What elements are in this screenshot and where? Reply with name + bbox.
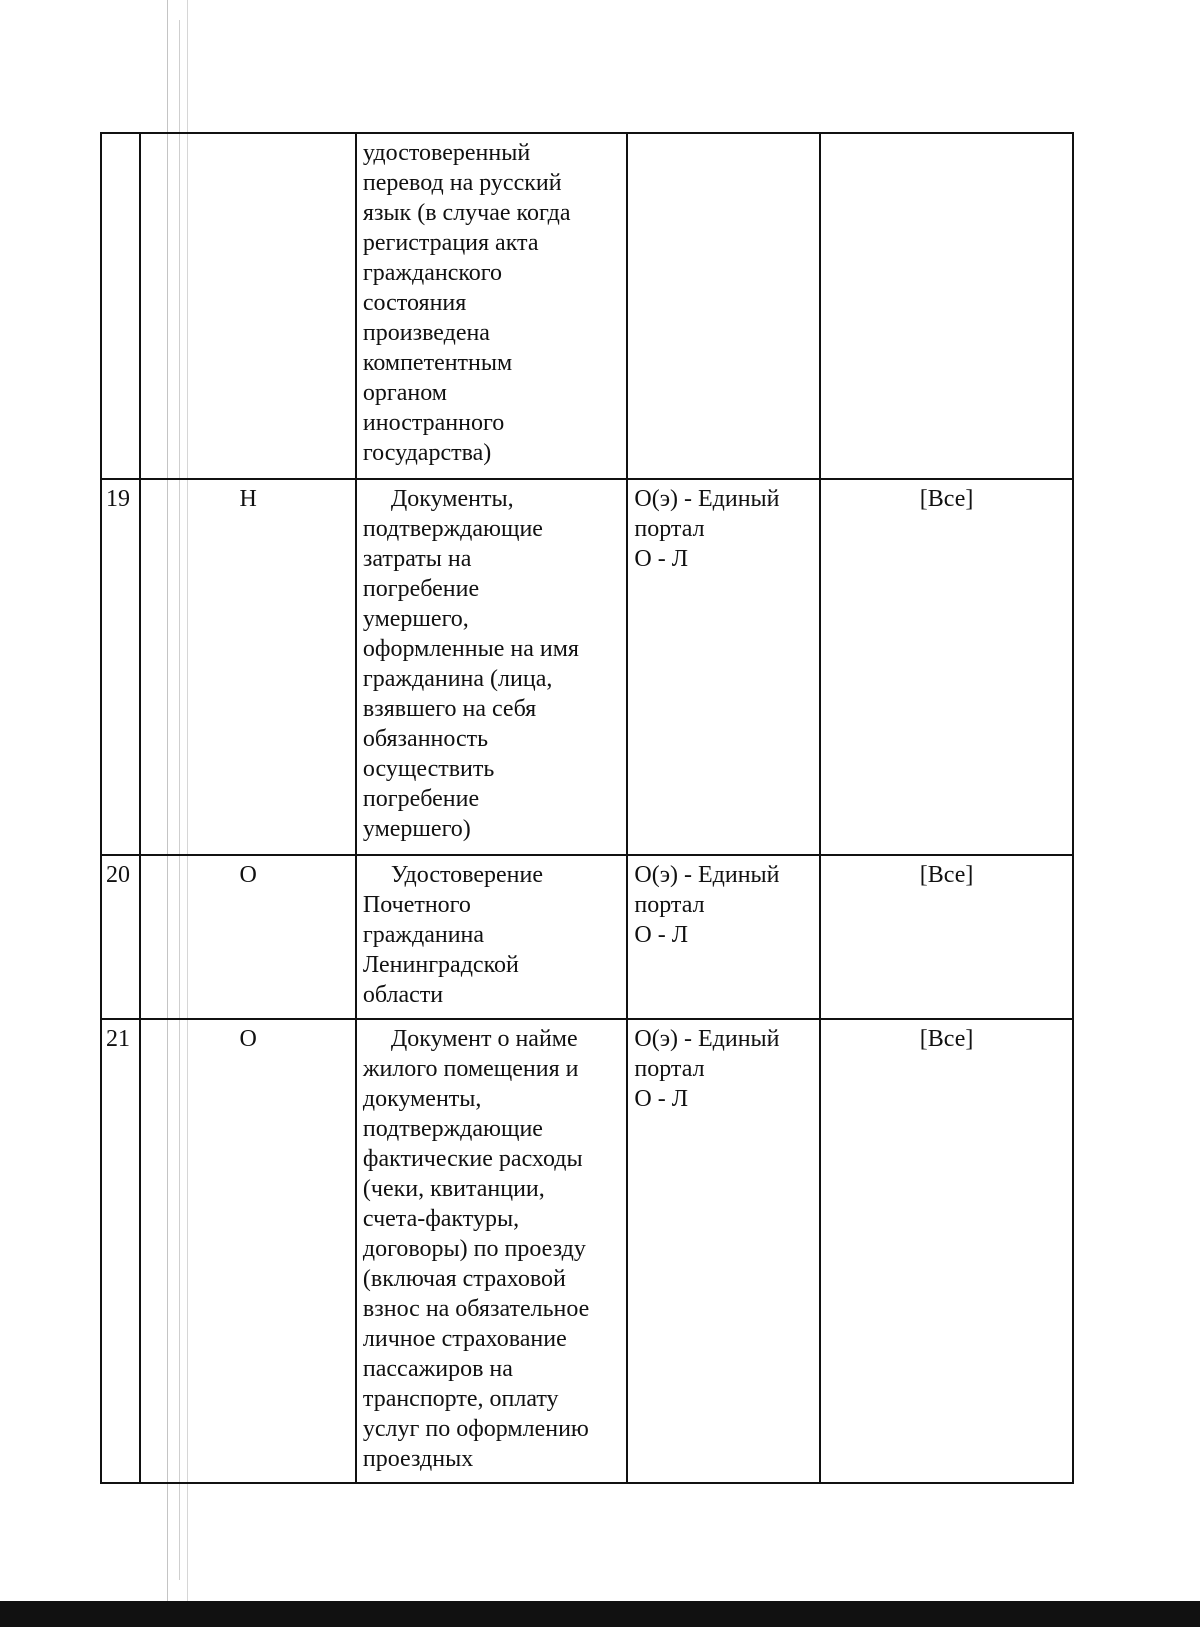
row-description <box>356 133 627 479</box>
row-number <box>101 133 140 479</box>
description-line: (чеки, квитанции, <box>362 1176 545 1202</box>
row-applicants: [Все] <box>820 1019 1073 1483</box>
description-line: Ленинградской <box>362 952 519 978</box>
description-line: гражданского <box>362 260 503 286</box>
row-method <box>627 133 820 479</box>
description-line: обязанность <box>362 726 489 752</box>
description-line: умершего) <box>362 816 471 842</box>
description-line: произведена <box>362 320 490 346</box>
description-line: Документ о найме <box>390 1026 578 1052</box>
documents-table <box>100 132 1074 1484</box>
description-line: подтверждающие <box>362 516 543 542</box>
row-description <box>356 1019 627 1483</box>
method-line: О(э) - Единый <box>634 862 780 888</box>
description-line: подтверждающие <box>362 1116 543 1142</box>
description-line: удостоверенный <box>362 140 531 166</box>
scan-bottom-edge <box>0 1601 1200 1627</box>
row-description <box>356 855 627 1019</box>
description-line: перевод на русский <box>362 170 562 196</box>
description-line: договоры) по проезду <box>362 1236 586 1262</box>
description-line: взявшего на себя <box>362 696 537 722</box>
row-applicants: [Все] <box>820 855 1073 1019</box>
row-description <box>356 479 627 855</box>
table-row <box>101 133 1073 479</box>
description-line: иностранного <box>362 410 505 436</box>
description-line: гражданина <box>362 922 485 948</box>
description-line: погребение <box>362 576 480 602</box>
table-row <box>101 479 1073 855</box>
description-line: состояния <box>362 290 467 316</box>
description-line: гражданина (лица, <box>362 666 553 692</box>
description-line: погребение <box>362 786 480 812</box>
method-line: портал <box>634 892 705 918</box>
row-applicants <box>820 133 1073 479</box>
description-line: личное страхование <box>362 1326 567 1352</box>
description-line: компетентным <box>362 350 513 376</box>
row-code: О <box>140 1019 356 1483</box>
row-code: О <box>140 855 356 1019</box>
row-method <box>627 479 820 855</box>
description-line: регистрация акта <box>362 230 539 256</box>
method-line: О(э) - Единый <box>634 486 780 512</box>
description-line: пассажиров на <box>362 1356 513 1382</box>
method-line: портал <box>634 1056 705 1082</box>
description-line: области <box>362 982 444 1008</box>
description-line: Удостоверение <box>390 862 544 888</box>
method-line: О - Л <box>634 922 688 948</box>
row-number: 19 <box>101 479 140 855</box>
description-line: жилого помещения и <box>362 1056 579 1082</box>
row-number: 21 <box>101 1019 140 1483</box>
row-code <box>140 133 356 479</box>
description-line: государства) <box>362 440 492 466</box>
table-row <box>101 855 1073 1019</box>
description-line: умершего, <box>362 606 469 632</box>
row-method <box>627 1019 820 1483</box>
description-line: (включая страховой <box>362 1266 566 1292</box>
description-line: затраты на <box>362 546 472 572</box>
description-line: фактические расходы <box>362 1146 583 1172</box>
table-row <box>101 1019 1073 1483</box>
method-line: портал <box>634 516 705 542</box>
row-code: Н <box>140 479 356 855</box>
description-line: язык (в случае когда <box>362 200 571 226</box>
description-line: Документы, <box>390 486 514 512</box>
description-line: счета-фактуры, <box>362 1206 520 1232</box>
description-line: взнос на обязательное <box>362 1296 590 1322</box>
description-line: транспорте, оплату <box>362 1386 559 1412</box>
description-line: документы, <box>362 1086 482 1112</box>
description-line: осуществить <box>362 756 495 782</box>
method-line: О - Л <box>634 546 688 572</box>
description-line: оформленные на имя <box>362 636 579 662</box>
description-line: органом <box>362 380 447 406</box>
description-line: проездных <box>362 1446 474 1472</box>
description-line: услуг по оформлению <box>362 1416 589 1442</box>
row-method <box>627 855 820 1019</box>
row-number: 20 <box>101 855 140 1019</box>
method-line: О - Л <box>634 1086 688 1112</box>
description-line: Почетного <box>362 892 471 918</box>
method-line: О(э) - Единый <box>634 1026 780 1052</box>
row-applicants: [Все] <box>820 479 1073 855</box>
